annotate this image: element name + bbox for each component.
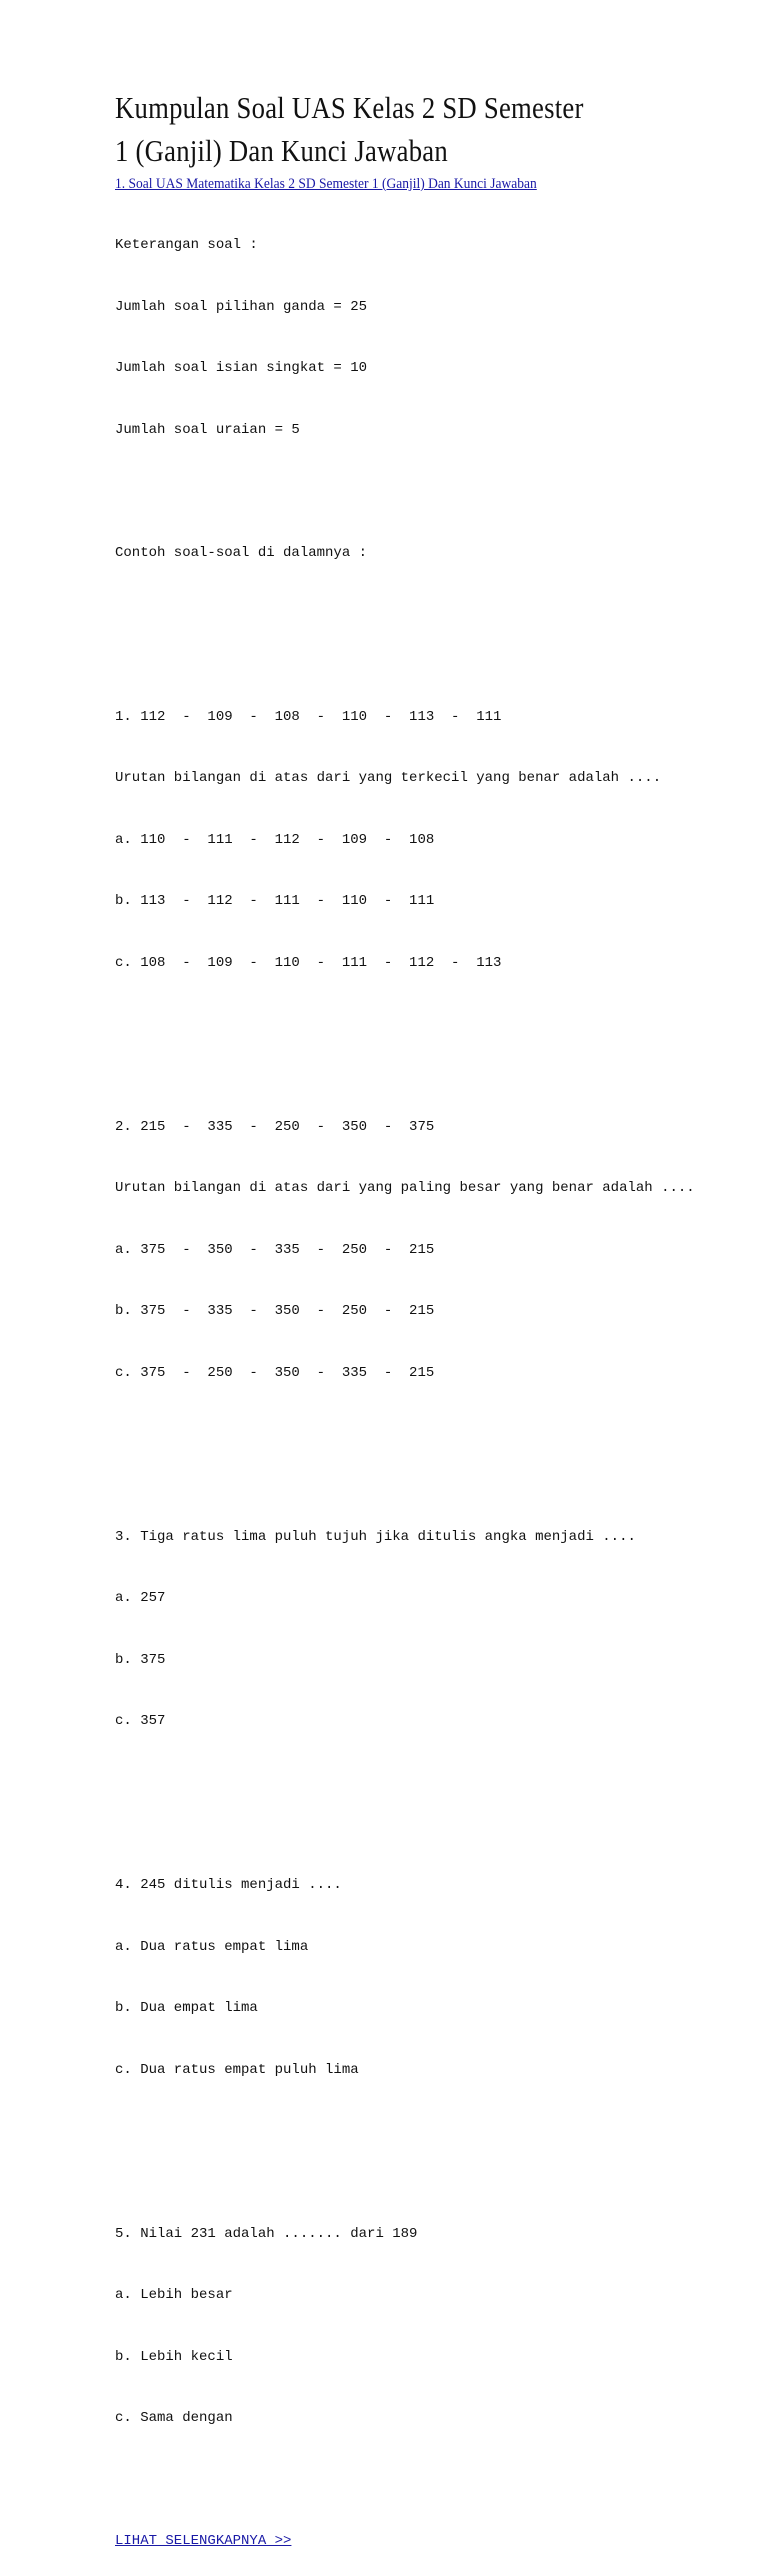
- question-prompt: Urutan bilangan di atas dari yang paling besar yang benar adalah ....: [115, 1180, 695, 1196]
- option-b: b. 375: [115, 1651, 166, 1668]
- question-text: 5. Nilai 231 adalah ....... dari 189: [115, 2225, 418, 2242]
- lihat-selengkapnya-link[interactable]: LIHAT SELENGKAPNYA >>: [115, 2533, 292, 2549]
- spacer: [115, 2121, 715, 2142]
- spacer: [115, 481, 715, 502]
- document-page: [115, 86, 715, 2552]
- option-a: a. 375 - 350 - 335 - 250 - 215: [115, 1241, 435, 1258]
- question-prompt: Urutan bilangan di atas dari yang terkecil yang benar adalah ....: [115, 770, 662, 786]
- question-1: [115, 666, 715, 1076]
- option-c: c. 357: [115, 1713, 166, 1729]
- info-line-uraian: Jumlah soal uraian = 5: [115, 421, 300, 438]
- info-line-pilihan-ganda: Jumlah soal pilihan ganda = 25: [115, 298, 368, 315]
- option-a: a. Lebih besar: [115, 2287, 233, 2303]
- question-3: [115, 1486, 715, 1835]
- option-c: c. 375 - 250 - 350 - 335 - 215: [115, 1364, 435, 1381]
- question-text: 2. 215 - 335 - 250 - 350 - 375: [115, 1118, 435, 1135]
- spacer: [115, 1014, 715, 1035]
- examples-heading: Contoh soal-soal di dalamnya :: [115, 544, 368, 561]
- spacer: [115, 604, 715, 625]
- option-b: b. 375 - 335 - 350 - 250 - 215: [115, 1303, 435, 1319]
- document-title: [115, 86, 631, 172]
- spacer: [115, 2470, 715, 2491]
- spacer: [115, 1773, 715, 1794]
- option-b: b. 113 - 112 - 111 - 110 - 111: [115, 893, 435, 909]
- info-section: [115, 194, 715, 666]
- title-line-2: 1 (Ganjil) Dan Kunci Jawaban: [115, 133, 448, 168]
- info-line-isian-singkat: Jumlah soal isian singkat = 10: [115, 360, 368, 376]
- question-text: 1. 112 - 109 - 108 - 110 - 113 - 111: [115, 708, 502, 725]
- spacer: [115, 1424, 715, 1445]
- option-a: a. Dua ratus empat lima: [115, 1938, 309, 1955]
- question-text: 3. Tiga ratus lima puluh tujuh jika ditulis angka menjadi ....: [115, 1528, 636, 1545]
- option-c: c. 108 - 109 - 110 - 111 - 112 - 113: [115, 954, 502, 971]
- info-heading: Keterangan soal :: [115, 237, 258, 253]
- option-c: c. Sama dengan: [115, 2410, 233, 2426]
- question-4: [115, 1834, 715, 2183]
- question-2: [115, 1076, 715, 1486]
- option-b: b. Dua empat lima: [115, 2000, 258, 2016]
- option-c: c. Dua ratus empat puluh lima: [115, 2061, 359, 2078]
- option-b: b. Lebih kecil: [115, 2348, 233, 2365]
- question-5: [115, 2183, 715, 2532]
- title-line-1: Kumpulan Soal UAS Kelas 2 SD Semester: [115, 90, 584, 125]
- option-a: a. 257: [115, 1590, 166, 1606]
- soal-uas-matematika-link[interactable]: 1. Soal UAS Matematika Kelas 2 SD Semester 1 (Ganjil) Dan Kunci Jawaban: [115, 176, 537, 192]
- option-a: a. 110 - 111 - 112 - 109 - 108: [115, 831, 435, 848]
- question-text: 4. 245 ditulis menjadi ....: [115, 1877, 342, 1893]
